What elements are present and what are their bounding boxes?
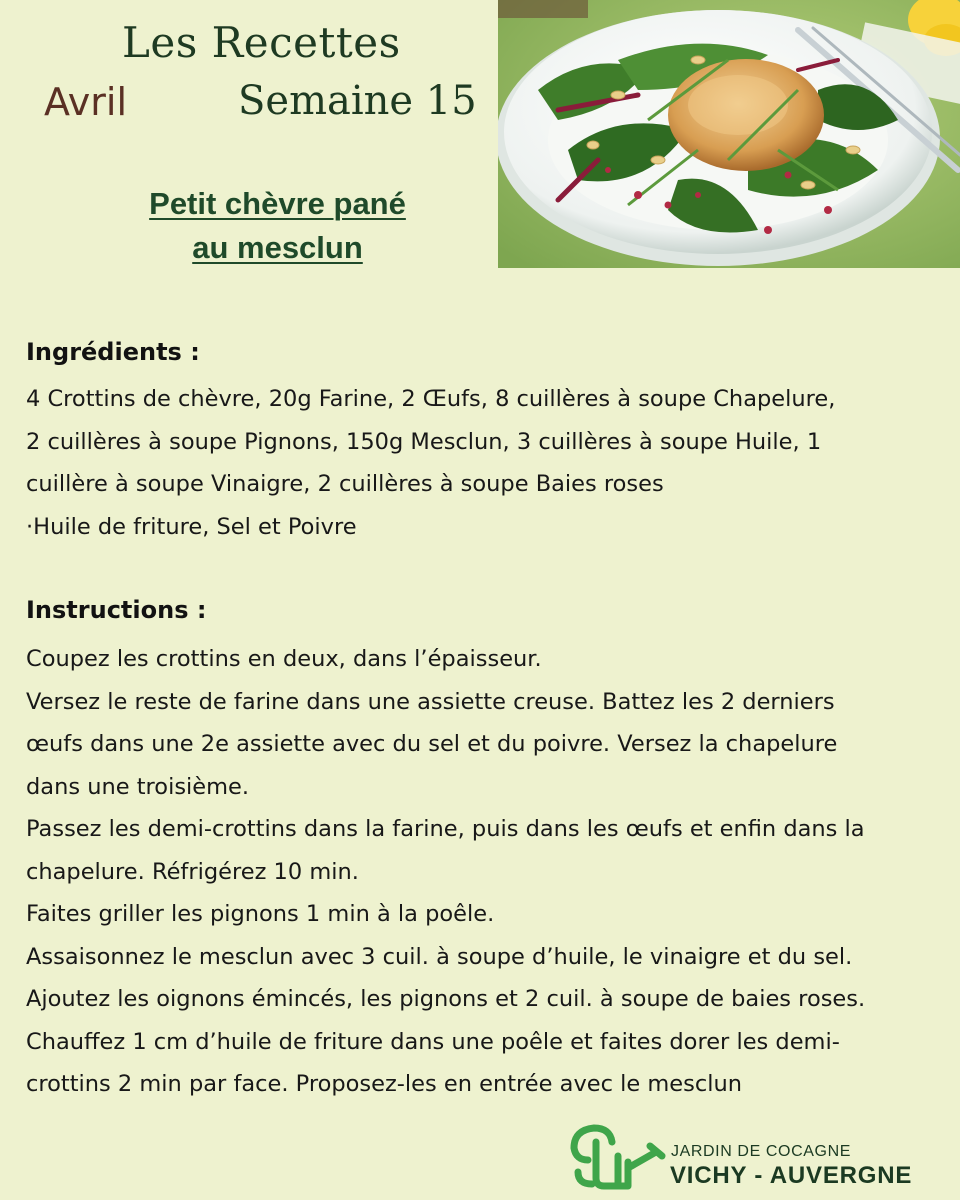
instructions-line: Coupez les crottins en deux, dans l’épaisseur.	[26, 646, 542, 672]
logo-text-line-1: JARDIN DE COCAGNE	[671, 1143, 851, 1160]
instructions-line: Versez le reste de farine dans une assiette creuse. Battez les 2 derniers	[26, 688, 835, 715]
ingredients-list	[26, 378, 941, 548]
instructions-line: Ajoutez les oignons émincés, les pignons et 2 cuil. à soupe de baies roses.	[26, 986, 866, 1012]
instructions-line: Passez les demi-crottins dans la farine, puis dans les œufs et enfin dans la	[26, 816, 865, 842]
instructions-line: œufs dans une 2e assiette avec du sel et du poivre. Versez la chapelure	[26, 731, 838, 757]
week-label: Semaine 15	[238, 78, 477, 124]
ingredients-line: ·Huile de friture, Sel et Poivre	[26, 513, 357, 540]
month-label: Avril	[44, 80, 127, 124]
recipe-title	[95, 182, 460, 270]
instructions-line: dans une troisième.	[26, 773, 250, 800]
instructions-heading: Instructions :	[26, 596, 207, 624]
instructions-line: Chauffez 1 cm d’huile de friture dans une poêle et faites dorer les demi-	[26, 1028, 840, 1055]
logo-text-line-2: VICHY - AUVERGNE	[670, 1162, 913, 1189]
ingredients-heading: Ingrédients :	[26, 338, 200, 366]
instructions-line: Faites griller les pignons 1 min à la poêle.	[26, 901, 495, 927]
instructions-line: Assaisonnez le mesclun avec 3 cuil. à soupe d’huile, le vinaigre et du sel.	[26, 943, 853, 970]
instructions-line: chapelure. Réfrigérez 10 min.	[26, 858, 359, 885]
watering-can-logo-icon	[566, 1120, 666, 1192]
recipe-title-line-1: Petit chèvre pané	[149, 186, 406, 221]
instructions-list	[26, 638, 941, 1106]
recipe-photo	[498, 0, 960, 268]
instructions-line: crottins 2 min par face. Proposez-les en entrée avec le mesclun	[26, 1071, 742, 1097]
recipe-title-line-2: au mesclun	[192, 230, 363, 265]
ingredients-line: 2 cuillères à soupe Pignons, 150g Mesclun, 3 cuillères à soupe Huile, 1	[26, 428, 822, 455]
page-title: Les Recettes	[122, 18, 401, 67]
ingredients-line: 4 Crottins de chèvre, 20g Farine, 2 Œufs, 8 cuillères à soupe Chapelure,	[26, 386, 836, 412]
jardin-de-cocagne-logo	[566, 1120, 946, 1192]
ingredients-line: cuillère à soupe Vinaigre, 2 cuillères à soupe Baies roses	[26, 471, 664, 497]
salad-plate-image	[498, 0, 960, 268]
